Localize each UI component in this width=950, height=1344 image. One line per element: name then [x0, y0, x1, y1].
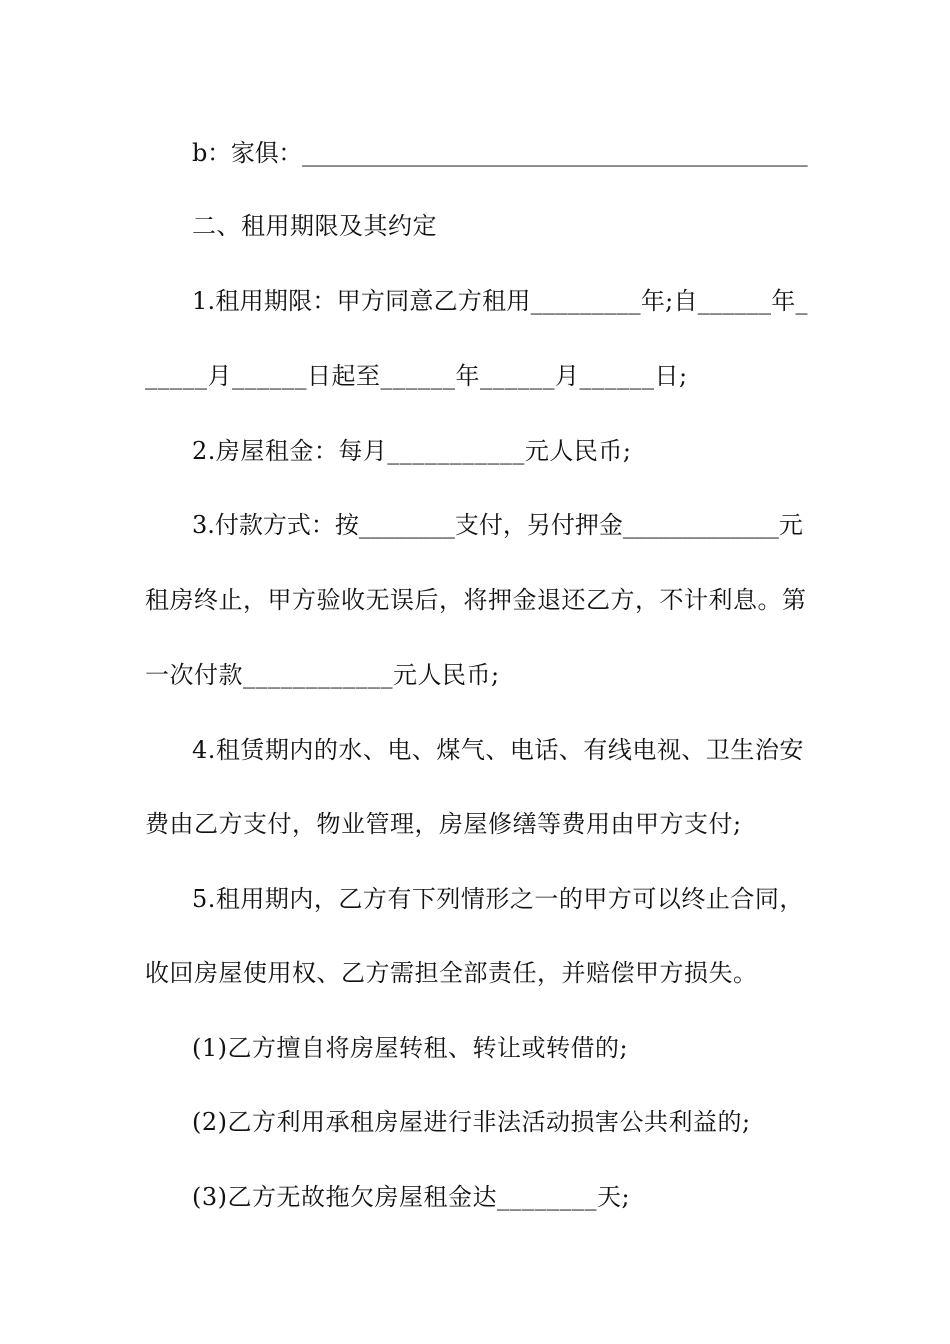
clause-5-line-2: 收回房屋使用权、乙方需担全部责任，并赔偿甲方损失。 [145, 959, 758, 987]
clause-3-line-1: 3.付款方式：按________支付，另付押金_____________元 [192, 511, 803, 539]
section-heading: 二、租用期限及其约定 [192, 212, 437, 240]
clause-4-line-2: 费由乙方支付，物业管理，房屋修缮等费用由甲方支付; [145, 810, 742, 838]
sub-clause-3: (3)乙方无故拖欠房屋租金达________天; [192, 1183, 631, 1211]
sub-clause-2: (2)乙方利用承租房屋进行非法活动损害公共利益的; [192, 1108, 751, 1136]
sub-clause-1: (1)乙方擅自将房屋转租、转让或转借的; [192, 1034, 629, 1062]
clause-1-line-2: _____月______日起至______年______月______日; [145, 362, 688, 390]
clause-4-line-1: 4.租赁期内的水、电、煤气、电话、有线电视、卫生治安 [192, 736, 804, 764]
clause-5-line-1: 5.租用期内，乙方有下列情形之一的甲方可以终止合同， [192, 885, 804, 913]
clause-3-line-2: 租房终止，甲方验收无误后，将押金退还乙方，不计利息。第 [145, 586, 807, 614]
furniture-line: b：家俱：___________________________________________ [192, 139, 808, 167]
clause-2-line: 2.房屋租金：每月___________元人民币; [192, 437, 632, 465]
clause-1-line-1: 1.租用期限：甲方同意乙方租用_________年;自______年_ [192, 287, 808, 315]
clause-3-line-3: 一次付款____________元人民币; [145, 661, 500, 689]
